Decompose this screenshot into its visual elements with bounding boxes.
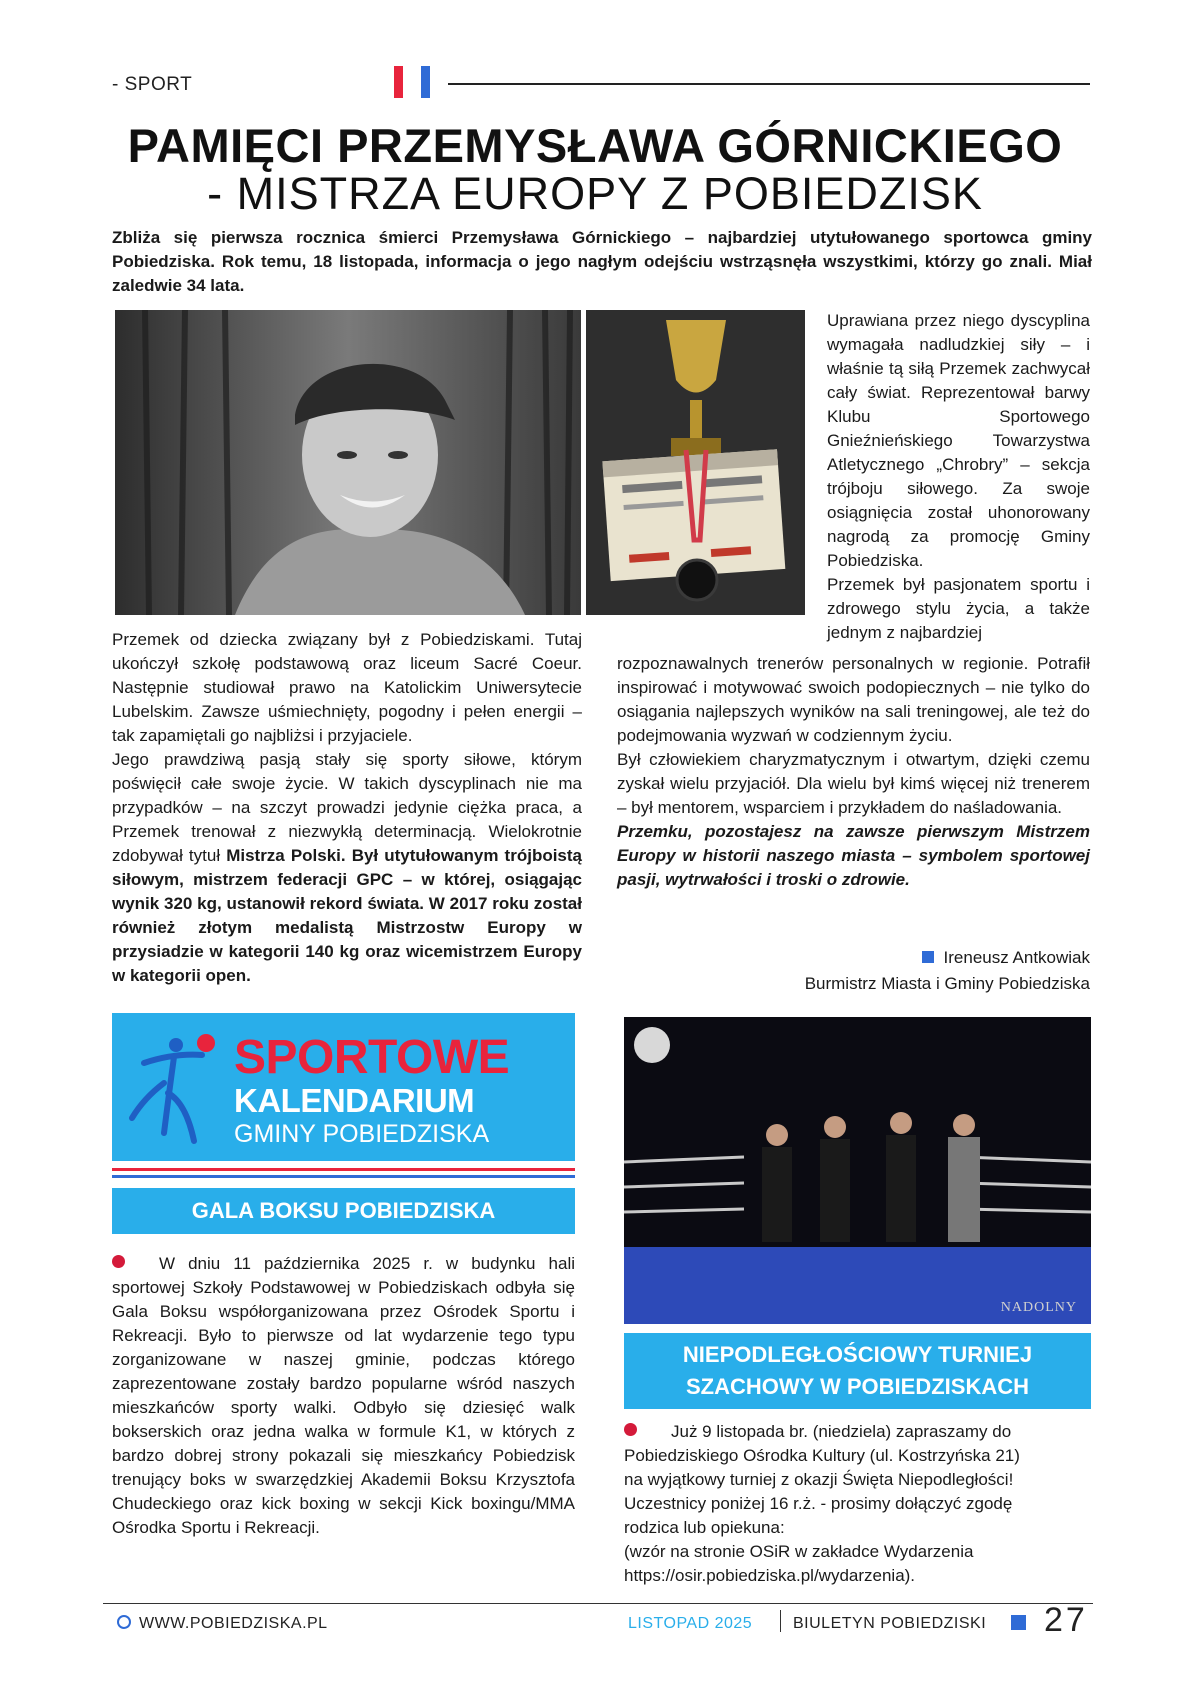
- gala-heading: GALA BOKSU POBIEDZISKA: [112, 1188, 575, 1234]
- bullet-icon: [624, 1423, 637, 1436]
- gala-paragraph: W dniu 11 października 2025 r. w budynku hali sportowej Szkoły Podstawowej w Pobiedziskach odbyła się Gala Boksu współorganizowana przez Ośrodek Sportu i Rekreacji. Było to pierwsze od lat wydarzenie tego typu zorganizowane w naszej gminie, podczas którego zaprezentowane zostały bardzo popularne wśród naszych mieszkańców sporty walki. Odbyło się dziesięć walk bokserskich oraz jedna walka w formule K1, w których z bardzo dobrej strony pokazali się mieszkańcy Pobiedzisk trenujący boks w swarzędzkiej Akademii Boksu Krzysztofa Chudeckiego oraz kick boxing w sekcji Kick boxingu/MMA Ośrodka Sportu i Rekreacji.: [112, 1254, 575, 1537]
- gala-text: [112, 1252, 575, 1540]
- chess-line: rodzica lub opiekuna:: [624, 1518, 785, 1537]
- red-divider: [112, 1168, 575, 1171]
- chess-line: (wzór na stronie OSiR w zakładce Wydarzenia: [624, 1542, 974, 1561]
- article-lead: Zbliża się pierwsza rocznica śmierci Przemysława Górnickiego – najbardziej utytułowanego sportowca gminy Pobiedziska. Rok temu, 18 listopada, informacja o jego nagłym odejściu wstrząsnęła wszystkimi, którzy go znali. Miał zaledwie 34 lata.: [112, 228, 1092, 295]
- page-number: 27: [1044, 1601, 1088, 1639]
- portrait-photo: [115, 310, 581, 615]
- footer-rule: [103, 1603, 1093, 1604]
- photo-watermark: NADOLNY: [1000, 1300, 1077, 1315]
- article-title: PAMIĘCI PRZEMYSŁAWA GÓRNICKIEGO: [127, 119, 1063, 172]
- article-paragraph: Uprawiana przez niego dyscyplina wymagała nadludzkiej siły – i właśnie tą siłą Przemek zachwycał cały świat. Reprezentował barwy Klubu Sportowego Gnieźnieńskiego Towarzystwa Atletycznego „Chrobry” – sekcja trójboju siłowego. Za swoje osiągnięcia został uhonorowany nagrodą za promocję Gminy Pobiedziska.: [827, 311, 1090, 570]
- article-paragraph: Był człowiekiem charyzmatycznym i otwartym, dzięki czemu zyskał wielu przyjaciół. Dla wielu był kimś więcej niż trenerem – był mentorem, wsparciem i przykładem do naśladowania.: [617, 750, 1090, 817]
- closing-tribute: Przemku, pozostajesz na zawsze pierwszym Mistrzem Europy w historii naszego miasta – symbolem sportowej pasji, wytrwałości i troski o zdrowie.: [617, 822, 1090, 889]
- footer-website[interactable]: [117, 1615, 328, 1633]
- signature: [805, 945, 1090, 997]
- paragraph-text: Jego prawdziwą pasją stały się sporty siłowe, którym poświęcił całe swoje życie. W takich dyscyplinach nie ma przypadków – na szczyt prowadzi jedynie ciężka praca, a Przemek trenował z niezwykłą determinacją. Wielokrotnie zdobywał tytuł: [112, 750, 582, 865]
- article-subtitle: - MISTRZA EUROPY Z POBIEDZISK: [207, 168, 983, 219]
- chess-line: Pobiedziskiego Ośrodka Kultury (ul. Kostrzyńska 21): [624, 1446, 1020, 1465]
- blue-divider: [112, 1175, 575, 1178]
- chess-line: Już 9 listopada br. (niedziela) zapraszamy do: [671, 1422, 1012, 1441]
- paragraph-bold-text: Mistrza Polski. Był utytułowanym trójboistą siłowym, mistrzem federacji GPC – w której, osiągając wynik 320 kg, ustanowił rekord świata. W 2017 roku został również złotym medalistą Mistrzostw Europy w przysiadzie w kategorii 140 kg oraz wicemistrzem Europy w kategorii open.: [112, 846, 583, 985]
- chess-line: Uczestnicy poniżej 16 r.ż. - prosimy dołączyć zgodę: [624, 1494, 1013, 1513]
- article-right-column-lower: [617, 652, 1090, 892]
- globe-icon: [117, 1615, 131, 1629]
- chess-text: [624, 1420, 1091, 1588]
- kalendarium-title: SPORTOWE: [234, 1031, 510, 1084]
- section-label: - SPORT: [112, 74, 193, 95]
- footer-separator: [780, 1610, 781, 1632]
- footer-magazine: BIULETYN POBIEDZISKI: [793, 1615, 987, 1632]
- gala-photo: [624, 1017, 1091, 1324]
- trophy-photo: [586, 310, 805, 615]
- article-paragraph: [112, 748, 582, 988]
- article-left-column: [112, 628, 582, 988]
- article-paragraph: rozpoznawalnych trenerów personalnych w regionie. Potrafił inspirować i motywować swoich podopiecznych – nie tylko do osiągania najlepszych wyników na sali treningowej, ale też do podejmowania wyzwań w codziennym życiu.: [617, 654, 1090, 745]
- header-rule: [448, 83, 1090, 85]
- bullet-icon: [112, 1255, 125, 1268]
- chess-heading-line: NIEPODLEGŁOŚCIOWY TURNIEJ: [682, 1342, 1033, 1367]
- footer-issue: LISTOPAD 2025: [628, 1615, 753, 1632]
- article-right-column: [827, 309, 1090, 645]
- signature-role: Burmistrz Miasta i Gminy Pobiedziska: [804, 974, 1090, 993]
- athlete-icon: [124, 1023, 234, 1153]
- chess-heading: [624, 1333, 1091, 1409]
- article-paragraph: Przemek od dziecka związany był z Pobiedziskami. Tutaj ukończył szkołę podstawową oraz liceum Sacré Coeur. Następnie studiował prawo na Katolickim Uniwersytecie Lubelskim. Zawsze uśmiechnięty, pogodny i pełen energii – tak zapamiętali go najbliżsi i przyjaciele.: [112, 630, 582, 745]
- kalendarium-subtitle: KALENDARIUM: [234, 1082, 475, 1119]
- square-bullet-icon: [922, 951, 934, 963]
- signature-name: Ireneusz Antkowiak: [943, 948, 1090, 967]
- flag-icon: [394, 66, 430, 98]
- chess-line: na wyjątkowy turniej z okazji Święta Niepodległości!: [624, 1470, 1014, 1489]
- square-bullet-icon: [1011, 1615, 1026, 1630]
- kalendarium-banner: [112, 1013, 575, 1161]
- chess-link[interactable]: https://osir.pobiedziska.pl/wydarzenia).: [624, 1566, 916, 1585]
- article-paragraph: Przemek był pasjonatem sportu i zdrowego stylu życia, a także jednym z najbardziej: [827, 575, 1090, 642]
- kalendarium-tagline: GMINY POBIEDZISKA: [234, 1120, 490, 1148]
- chess-heading-line: SZACHOWY W POBIEDZISKACH: [685, 1374, 1030, 1399]
- footer-url-text: WWW.POBIEDZISKA.PL: [139, 1615, 328, 1632]
